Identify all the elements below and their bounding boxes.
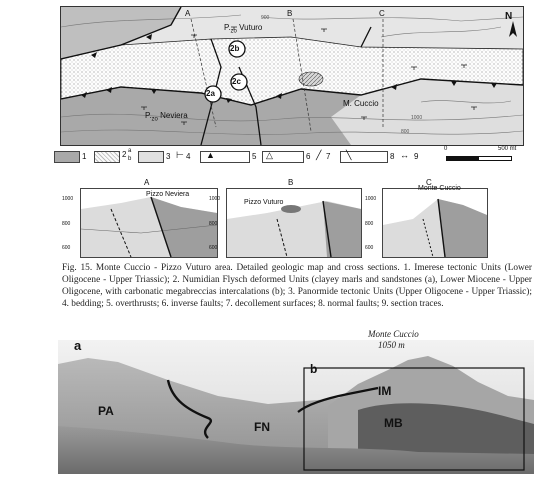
- north-label: N: [505, 11, 513, 22]
- cross-section-b-tick-1000: 1000: [209, 196, 221, 202]
- section-trace-legend-icon: ↔: [400, 150, 409, 160]
- photo-label-im: IM: [378, 384, 392, 398]
- cross-section-a: [80, 188, 221, 258]
- cross-section-c-place: Monte Cuccio: [418, 185, 461, 192]
- cross-section-c-graphic: [383, 189, 487, 257]
- legend-label-7: 7: [326, 152, 331, 161]
- contour-label-800: 800: [401, 129, 410, 135]
- legend-swatch-3: [138, 151, 164, 163]
- legend-label-3: 3: [166, 152, 171, 161]
- photo-panel-b-label: b: [310, 362, 318, 376]
- legend-label-9: 9: [414, 152, 419, 161]
- geologic-map: [60, 6, 524, 146]
- photo-label-mb: MB: [384, 416, 403, 430]
- cross-section-a-letter: A: [144, 178, 150, 187]
- cross-section-c-tick-1000: 1000: [365, 196, 377, 202]
- cross-section-b-letter: B: [288, 178, 294, 187]
- photo-label-pa: PA: [98, 404, 114, 418]
- cross-section-c: [382, 188, 488, 258]
- inverse-fault-legend-icon: △: [266, 150, 273, 160]
- legend-label-6: 6: [306, 152, 311, 161]
- legend-label-2a: a: [128, 148, 132, 154]
- cross-section-b-tick-600: 600: [209, 245, 218, 251]
- cross-section-c-tick-600: 600: [365, 245, 374, 251]
- place-monte-cuccio: M. Cuccio: [343, 99, 379, 108]
- cross-section-c-letter: C: [426, 178, 432, 187]
- cross-section-a-place: Pizzo Neviera: [146, 191, 190, 198]
- landscape-photo: [58, 340, 534, 474]
- contour-label-1000: 1000: [411, 115, 423, 121]
- place-pizzo-neviera: $P._{zo}$ Neviera: [145, 111, 188, 123]
- bedding-legend-icon: ⊢: [176, 150, 184, 160]
- cross-section-a-tick-600: 600: [62, 245, 71, 251]
- cross-section-a-graphic: [81, 189, 217, 257]
- photo-panel-a-label: a: [74, 340, 82, 353]
- site-marker-2b: 2b: [230, 44, 240, 53]
- cross-section-a-tick-1000: 1000: [62, 196, 74, 202]
- legend-label-5: 5: [252, 152, 257, 161]
- peak-elevation: 1050 m: [378, 340, 405, 350]
- place-pizzo-vuturo: $P._{zo}$ Vuturo: [224, 23, 263, 35]
- legend-label-2b: b: [128, 156, 132, 162]
- cross-section-b-tick-800: 800: [209, 221, 218, 227]
- cross-section-c-tick-800: 800: [365, 221, 374, 227]
- legend-swatch-2: [94, 151, 120, 163]
- section-letter-b: B: [287, 9, 293, 18]
- legend-label-4: 4: [186, 152, 191, 161]
- legend-label-1: 1: [82, 152, 87, 161]
- section-letter-a: A: [185, 9, 191, 18]
- decollement-legend-icon: ╱: [316, 150, 322, 160]
- normal-fault-legend-icon: ╲: [346, 150, 352, 160]
- legend-swatch-1: [54, 151, 80, 163]
- scale-end-label: 500 mt: [498, 146, 517, 152]
- photo-label-fn: FN: [254, 420, 270, 434]
- cross-section-a-tick-800: 800: [62, 221, 71, 227]
- scale-bar: [446, 156, 512, 161]
- site-marker-2c: 2c: [232, 77, 241, 86]
- scale-start-label: 0: [444, 146, 448, 152]
- legend-label-2: 2: [122, 150, 127, 159]
- site-marker-2a: 2a: [206, 89, 215, 98]
- peak-name: Monte Cuccio: [368, 329, 419, 339]
- figure-caption: Fig. 15. Monte Cuccio - Pizzo Vuturo area. Detailed geologic map and cross sections. 1. Imerese tectonic Units (Lower Oligocene - Upper Triassic); 2. Numidian Flysch deformed Units (clayey marls and sandstones (a), Lower Miocene - Upper Oligocene, with carbonatic megabreccias intercalations (b); 3. Panormide tectonic Units (Upper Oligocene - Upper Triassic); 4. bedding; 5. overthrusts; 6. inverse faults; 7. decollement surfaces; 8. normal faults; 9. section traces.: [62, 263, 532, 309]
- landscape-photo-graphic: [58, 340, 534, 474]
- map-graphic: [61, 7, 523, 145]
- legend-label-8: 8: [390, 152, 395, 161]
- section-letter-c: C: [379, 9, 385, 18]
- contour-label-900: 900: [261, 15, 270, 21]
- overthrust-legend-icon: ▲: [206, 150, 215, 160]
- cross-section-b-place: Pizzo Vuturo: [244, 199, 284, 206]
